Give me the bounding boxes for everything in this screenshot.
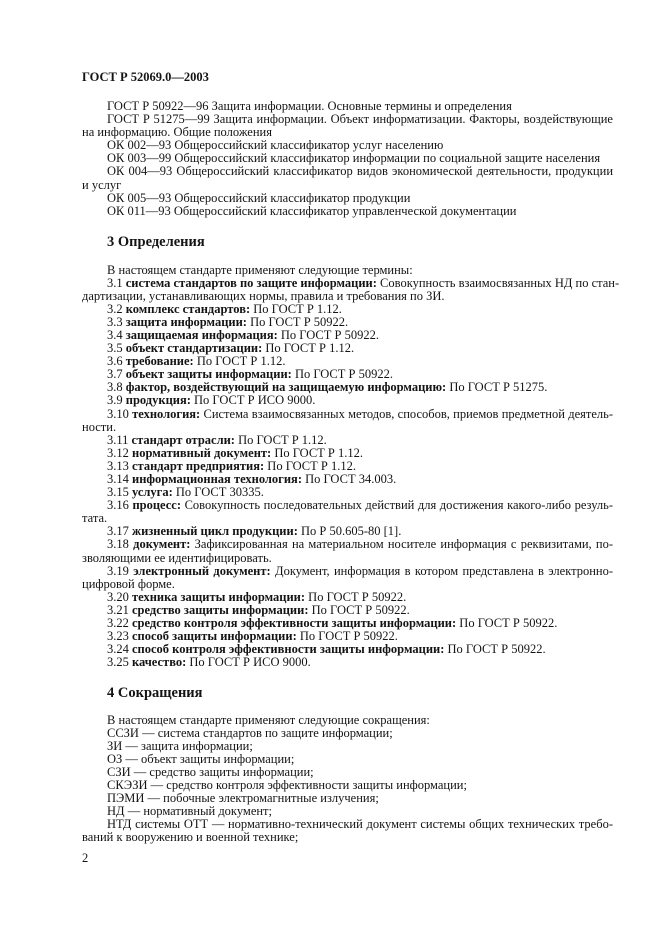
reference-code: ГОСТ Р 51275—99 [107, 112, 210, 127]
term-number: 3.13 [107, 458, 129, 473]
term-definition: По ГОСТ Р 50922. [280, 327, 379, 342]
term-definition: По ГОСТ Р 1.12. [238, 432, 327, 447]
term-name: жизненный цикл продукции: [132, 524, 298, 539]
reference-item [82, 205, 613, 218]
references-list [82, 100, 613, 218]
term-number: 3.19 [107, 563, 129, 578]
term-definition: По ГОСТ Р 50922. [447, 642, 546, 657]
definition-item [82, 499, 613, 512]
term-number: 3.20 [107, 589, 129, 604]
term-definition: Зафиксированная на материальном носителе информация с реквизитами, по- [194, 537, 614, 552]
abbreviation-meaning: средство контроля эффективности защиты информации; [166, 777, 467, 792]
term-definition: По Р 50.605-80 [1]. [301, 524, 402, 539]
term-number: 3.18 [107, 537, 129, 552]
term-definition: По ГОСТ Р 50922. [250, 314, 349, 329]
term-number: 3.23 [107, 629, 129, 644]
section-heading-abbreviations: 4 Сокращения [107, 685, 203, 701]
term-definition: По ГОСТ Р 1.12. [253, 301, 342, 316]
term-definition: По ГОСТ Р 1.12. [196, 354, 286, 369]
term-definition: По ГОСТ Р 50922. [308, 589, 407, 604]
term-definition-continued: цифровой форме. [82, 576, 175, 591]
document-id: ГОСТ Р 52069.0—2003 [82, 70, 209, 84]
abbreviation: ЗИ [107, 738, 123, 753]
reference-title: Общероссийский классификатор информации по социальной защите населения [174, 151, 601, 166]
term-definition: По ГОСТ Р 51275. [449, 380, 548, 395]
term-number: 3.8 [107, 380, 123, 395]
abbreviation: ССЗИ [107, 725, 139, 740]
term-name: требование: [125, 354, 194, 369]
abbreviation-dash: — [125, 738, 138, 753]
term-definition: Совокупность последовательных действий для достижения какого-либо резуль- [184, 498, 613, 513]
reference-title: Защита информации. Основные термины и определения [211, 99, 512, 113]
term-name: система стандартов по защите информации: [125, 275, 377, 290]
term-definition-continued: дартизации, устанавливающих нормы, правила и требования по ЗИ. [82, 288, 445, 303]
term-name: технология: [132, 406, 201, 421]
abbreviation-meaning: объект защиты информации; [141, 751, 295, 766]
term-number: 3.2 [107, 301, 123, 316]
abbreviations-intro: В настоящем стандарте применяют следующие сокращения: [107, 712, 430, 727]
abbreviation-meaning-continued: ваний к вооружению и военной технике; [82, 830, 299, 845]
term-definition: По ГОСТ Р 1.12. [267, 458, 356, 473]
term-number: 3.25 [107, 655, 129, 670]
term-name: услуга: [132, 485, 173, 500]
term-number: 3.12 [107, 445, 129, 460]
reference-title: Общероссийский классификатор управленческой документации [173, 203, 517, 218]
abbreviation-meaning: нормативно-технический документ системы общих технических требо- [227, 817, 613, 832]
reference-title-continued: на информацию. Общие положения [82, 125, 272, 140]
term-name: защищаемая информация: [125, 327, 278, 342]
term-name: комплекс стандартов: [125, 301, 251, 316]
abbreviation: НД [107, 804, 125, 819]
term-number: 3.4 [107, 327, 123, 342]
term-definition: По ГОСТ Р 50922. [459, 616, 558, 631]
abbreviation-continued [82, 831, 613, 844]
term-number: 3.11 [107, 432, 129, 447]
term-definition-continued: зволяющими ее идентифицировать. [82, 550, 272, 565]
term-number: 3.7 [107, 367, 123, 382]
abbreviation-meaning: нормативный документ; [143, 804, 272, 819]
abbreviation: ПЭМИ [107, 791, 145, 806]
reference-code: ОК 004—93 [107, 164, 173, 179]
term-number: 3.15 [107, 485, 129, 500]
abbreviation-dash: — [142, 725, 155, 740]
term-number: 3.22 [107, 616, 129, 631]
term-name: объект стандартизации: [125, 341, 263, 356]
term-name: средство защиты информации: [132, 602, 309, 617]
term-definition-continued: ности. [82, 419, 117, 434]
abbreviation: СЗИ [107, 764, 131, 779]
term-name: способ контроля эффективности защиты информации: [132, 642, 445, 657]
abbreviation: НТД системы ОТТ [107, 817, 209, 832]
term-number: 3.1 [107, 275, 123, 290]
reference-code: ГОСТ Р 50922—96 [107, 99, 209, 113]
term-definition: По ГОСТ Р 50922. [299, 629, 398, 644]
abbreviations-section [82, 714, 613, 845]
reference-title: Общероссийский классификатор услуг населению [174, 138, 444, 153]
term-definition: По ГОСТ 34.003. [305, 472, 397, 486]
reference-code: ОК 002—93 [107, 138, 172, 153]
definition-item [82, 408, 613, 421]
term-definition: По ГОСТ 30335. [175, 485, 264, 500]
term-number: 3.9 [107, 393, 123, 408]
term-name: техника защиты информации: [132, 589, 306, 604]
term-definition: По ГОСТ Р 50922. [294, 367, 393, 382]
definitions-intro: В настоящем стандарте применяют следующие термины: [107, 262, 413, 277]
term-definition: По ГОСТ Р 50922. [311, 602, 410, 617]
abbreviation-dash: — [133, 764, 147, 779]
reference-item [82, 165, 613, 178]
term-number: 3.16 [107, 498, 129, 513]
term-definition-continued: тата. [82, 511, 108, 526]
term-name: продукция: [125, 393, 191, 408]
definition-item [82, 656, 613, 669]
abbreviation: ОЗ [107, 751, 123, 766]
term-number: 3.24 [107, 642, 129, 657]
abbreviation: СКЭЗИ [107, 777, 148, 792]
term-definition: Совокупность взаимосвязанных НД по стан- [380, 275, 620, 290]
abbreviation-dash: — [147, 791, 161, 806]
term-name: способ защиты информации: [132, 629, 297, 644]
abbreviation-meaning: защита информации; [141, 738, 253, 753]
abbreviation-dash: — [150, 777, 164, 792]
abbreviation-dash: — [211, 817, 225, 832]
term-definition: По ГОСТ Р 1.12. [274, 445, 363, 460]
definitions-section [82, 262, 620, 670]
term-name: объект защиты информации: [125, 367, 292, 382]
abbreviation-dash: — [125, 751, 138, 766]
reference-code: ОК 005—93 [107, 190, 172, 205]
term-name: процесс: [132, 498, 182, 513]
abbreviation-meaning: средство защиты информации; [149, 764, 314, 779]
abbreviation-meaning: побочные электромагнитные излучения; [163, 791, 379, 806]
term-name: нормативный документ: [132, 445, 272, 460]
term-name: информационная технология: [132, 472, 302, 486]
term-name: электронный документ: [133, 563, 271, 578]
reference-code: ОК 011—93 [107, 203, 171, 218]
term-name: защита информации: [125, 314, 247, 329]
term-definition: Система взаимосвязанных методов, способов, приемов предметной деятель- [203, 406, 613, 421]
page-number: 2 [82, 850, 89, 865]
term-name: качество: [132, 655, 187, 670]
section-heading-definitions: 3 Определения [107, 234, 205, 250]
reference-title: Общероссийский классификатор видов экономической деятельности, продукции [176, 164, 614, 179]
abbreviation-dash: — [127, 804, 141, 819]
term-definition: По ГОСТ Р ИСО 9000. [194, 393, 316, 408]
term-number: 3.10 [107, 406, 129, 421]
term-number: 3.17 [107, 524, 129, 539]
term-name: стандарт предприятия: [132, 458, 265, 473]
term-definition: Документ, информация в котором представлена в электронно- [275, 563, 614, 578]
term-number: 3.5 [107, 341, 123, 356]
term-name: фактор, воздействующий на защищаемую информацию: [125, 380, 447, 395]
reference-code: ОК 003—99 [107, 151, 172, 166]
term-number: 3.6 [107, 354, 123, 369]
term-name: документ: [133, 537, 191, 552]
reference-title-continued: и услуг [82, 177, 122, 192]
term-name: стандарт отрасли: [131, 432, 235, 447]
term-name: средство контроля эффективности защиты информации: [132, 616, 457, 631]
reference-title: Защита информации. Объект информатизации. Факторы, воздействующие [213, 112, 613, 127]
term-number: 3.21 [107, 602, 129, 617]
term-number: 3.3 [107, 314, 123, 329]
term-definition: По ГОСТ Р 1.12. [265, 341, 355, 356]
term-number: 3.14 [107, 472, 129, 486]
term-definition: По ГОСТ Р ИСО 9000. [189, 655, 311, 670]
abbreviation-meaning: система стандартов по защите информации; [157, 725, 393, 740]
reference-title: Общероссийский классификатор продукции [174, 190, 411, 205]
